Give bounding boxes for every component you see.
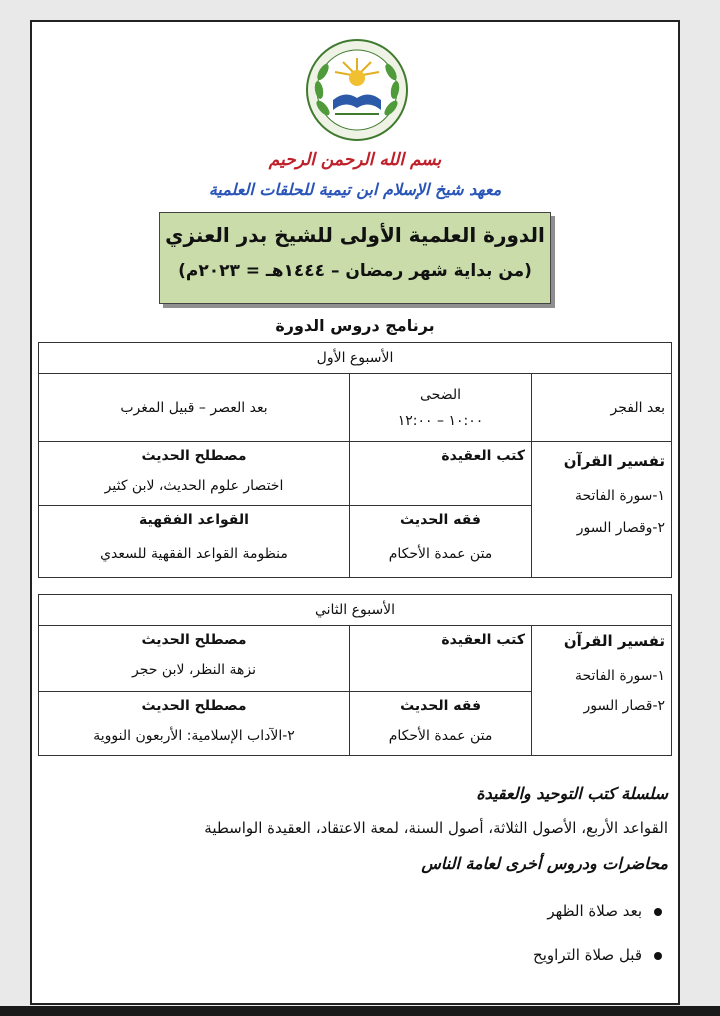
week1-mustalah-text: اختصار علوم الحديث، لابن كثير bbox=[104, 478, 284, 494]
time-fajr: بعد الفجر bbox=[532, 374, 672, 442]
week2-aqeedah-cell bbox=[350, 626, 532, 692]
course-date: (من بداية شهر رمضان – ١٤٤٤هـ = ٢٠٢٣م) bbox=[178, 261, 532, 281]
series-title: سلسلة كتب التوحيد والعقيدة bbox=[476, 784, 668, 803]
week1-tafsir-cell bbox=[532, 442, 672, 578]
week1-mustalah-cell bbox=[39, 442, 350, 506]
week2-mustalah2-text: ٢-الآداب الإسلامية: الأربعون النووية bbox=[93, 728, 295, 744]
week1-label: الأسبوع الأول bbox=[39, 343, 672, 374]
week1-aqeedah-cell bbox=[350, 442, 532, 506]
bottom-bar bbox=[0, 1006, 720, 1016]
week1-fiqh-cell bbox=[350, 506, 532, 578]
institute-emblem-icon bbox=[305, 38, 409, 142]
week1-qawaid-title: القواعد الفقهية bbox=[139, 512, 249, 528]
time-duha-label: الضحى bbox=[419, 386, 461, 403]
week2-mustalah1-cell bbox=[39, 626, 350, 692]
week2-fiqh-title: فقه الحديث bbox=[400, 698, 481, 714]
week2-mustalah2-cell bbox=[39, 692, 350, 756]
institute-name: معهد شيخ الإسلام ابن تيمية للحلقات العلمية bbox=[208, 180, 502, 199]
week2-fiqh-cell bbox=[350, 692, 532, 756]
lecture-item bbox=[533, 946, 642, 964]
title-box bbox=[159, 212, 551, 304]
week2-mustalah1-text: نزهة النظر، لابن حجر bbox=[132, 662, 256, 678]
week2-label: الأسبوع الثاني bbox=[39, 595, 672, 626]
bullet-icon bbox=[654, 952, 662, 960]
document-page bbox=[30, 20, 680, 1005]
week1-qawaid-text: منظومة القواعد الفقهية للسعدي bbox=[100, 546, 288, 562]
week1-tafsir-line1: ١-سورة الفاتحة bbox=[574, 488, 665, 504]
week1-fiqh-title: فقه الحديث bbox=[400, 512, 481, 528]
time-duha-hours: ١٠:٠٠ – ١٢:٠٠ bbox=[397, 412, 484, 429]
week2-mustalah2-title: مصطلح الحديث bbox=[141, 698, 247, 714]
week2-tafsir-line2: ٢-قصار السور bbox=[583, 698, 666, 714]
week1-tafsir-title: تفسير القرآن bbox=[563, 452, 665, 470]
week2-tafsir-cell bbox=[532, 626, 672, 756]
week2-table bbox=[38, 594, 672, 756]
series-text: القواعد الأربع، الأصول الثلاثة، أصول السنة، لمعة الاعتقاد، العقيدة الواسطية bbox=[204, 819, 668, 837]
week2-fiqh-text: متن عمدة الأحكام bbox=[388, 728, 493, 744]
week2-tafsir-line1: ١-سورة الفاتحة bbox=[574, 668, 666, 684]
week1-qawaid-cell bbox=[39, 506, 350, 578]
week1-table bbox=[38, 342, 672, 578]
week2-aqeedah-title: كتب العقيدة bbox=[441, 632, 526, 648]
lecture-item-label: قبل صلاة التراويح bbox=[533, 946, 642, 964]
week1-tafsir-line2: ٢-وقصار السور bbox=[576, 520, 665, 536]
week1-aqeedah-title: كتب العقيدة bbox=[441, 448, 525, 464]
course-title: الدورة العلمية الأولى للشيخ بدر العنزي bbox=[165, 223, 545, 247]
week2-mustalah1-title: مصطلح الحديث bbox=[141, 632, 247, 648]
lecture-item-label: بعد صلاة الظهر bbox=[547, 902, 642, 920]
week1-fiqh-text: متن عمدة الأحكام bbox=[388, 546, 493, 562]
lectures-title: محاضرات ودروس أخرى لعامة الناس bbox=[421, 854, 668, 873]
time-duha bbox=[350, 374, 532, 442]
week1-mustalah-title: مصطلح الحديث bbox=[141, 448, 247, 464]
time-asr: بعد العصر – قبيل المغرب bbox=[39, 374, 350, 442]
lecture-item bbox=[547, 902, 642, 920]
week2-tafsir-title: تفسير القرآن bbox=[563, 632, 666, 650]
program-title: برنامج دروس الدورة bbox=[275, 316, 435, 335]
basmala: بسم الله الرحمن الرحيم bbox=[268, 150, 442, 170]
bullet-icon bbox=[654, 908, 662, 916]
